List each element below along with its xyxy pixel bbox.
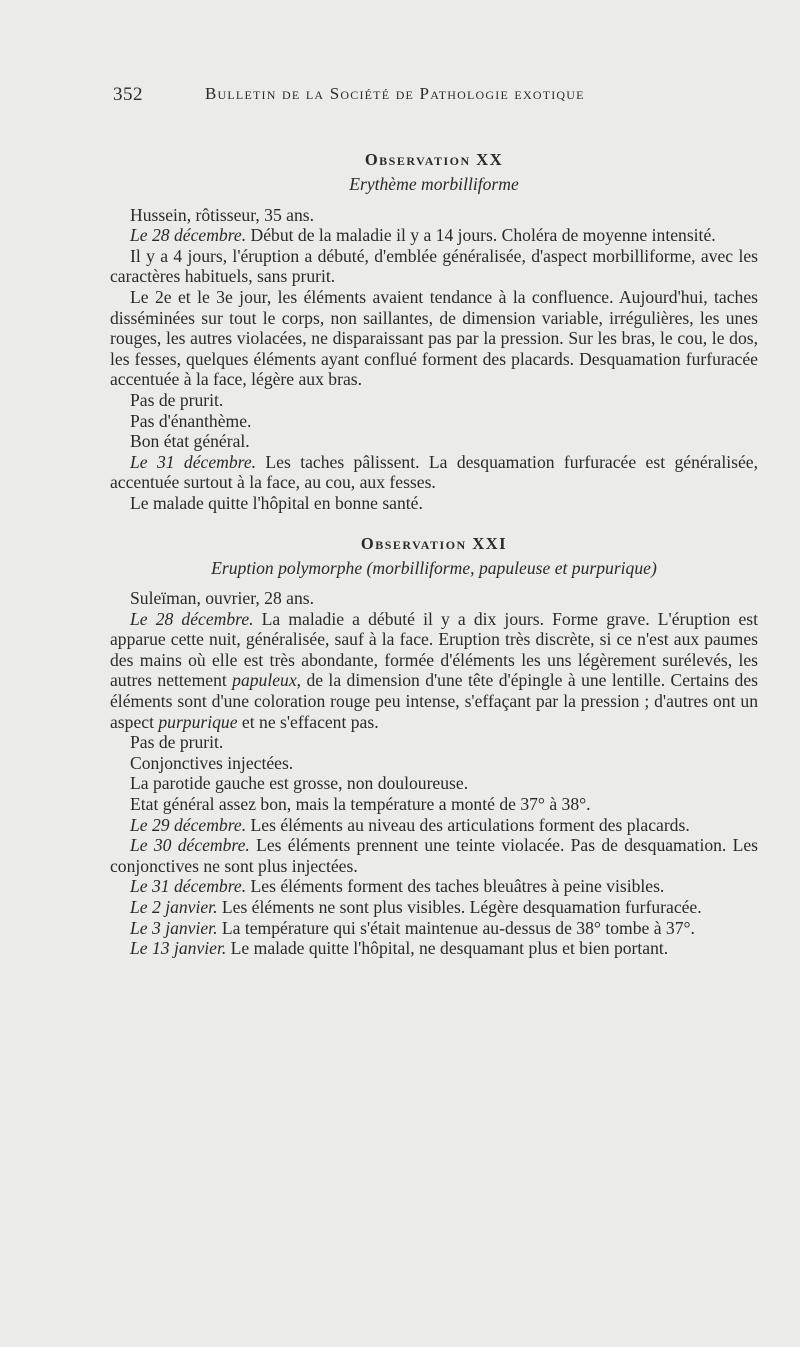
paragraph-text: Les éléments prennent une teinte violacée. Pas de desquamation. Les conjonctives ne sont plus injectées. xyxy=(110,835,758,876)
italic-term: purpurique xyxy=(158,711,238,732)
paragraph-text: et ne s'effacent pas. xyxy=(237,711,379,732)
subtitle-main: Eruption polymorphe xyxy=(211,557,363,578)
paragraph xyxy=(110,918,758,939)
date-label: Le 30 décembre. xyxy=(130,835,250,856)
date-label: Le 31 décembre. xyxy=(130,876,247,897)
observation-subtitle: Erythème morbilliforme xyxy=(349,174,519,194)
observation-title: Observation XX xyxy=(364,150,504,169)
running-title: Bulletin de la Société de Pathologie exotique xyxy=(205,84,585,103)
page-content xyxy=(110,150,758,959)
paragraph: Suleïman, ouvrier, 28 ans. xyxy=(130,588,314,609)
paragraph: Hussein, rôtisseur, 35 ans. xyxy=(130,204,315,225)
paragraph-text: Les éléments au niveau des articulations forment des placards. xyxy=(246,814,690,835)
page-number: 352 xyxy=(113,84,143,105)
paragraph: La parotide gauche est grosse, non douloureuse. xyxy=(130,773,469,794)
paragraph-text: Le malade quitte l'hôpital, ne desquamant plus et bien portant. xyxy=(226,938,669,959)
paragraph: Le malade quitte l'hôpital en bonne santé. xyxy=(130,492,423,513)
paragraph: Etat général assez bon, mais la température a monté de 37° à 38°. xyxy=(130,794,591,815)
observation-xxi xyxy=(110,534,758,959)
page-header xyxy=(113,84,673,112)
paragraph-text: La maladie a débuté il y a dix jours. Forme grave. L'éruption est apparue cette nuit, généralisée, sauf à la face. Eruption très discrète, si ce n'est aux paumes des mains où elle est très abondante, formée d'éléments les uns légèrement surélevés, les autres nettement xyxy=(110,608,758,691)
paragraph xyxy=(110,225,758,246)
observation-xx xyxy=(110,150,758,514)
date-label: Le 13 janvier. xyxy=(130,938,227,959)
paragraph xyxy=(110,835,758,876)
observation-title: Observation XXI xyxy=(360,533,508,553)
paragraph-text: La température qui s'était maintenue au-dessus de 38° tombe à 37°. xyxy=(217,917,695,938)
paragraph xyxy=(110,452,758,493)
paragraph: Pas de prurit. xyxy=(130,389,224,410)
paragraph xyxy=(110,897,758,918)
date-label: Le 3 janvier. xyxy=(130,917,218,938)
date-label: Le 29 décembre. xyxy=(130,814,247,835)
paragraph xyxy=(110,938,758,959)
paragraph xyxy=(110,876,758,897)
subtitle-detail: (morbilliforme, papuleuse et purpurique) xyxy=(362,557,657,578)
paragraph: Pas d'énanthème. xyxy=(130,410,252,431)
paragraph: Conjonctives injectées. xyxy=(130,752,294,773)
paragraph-text: Les taches pâlissent. La desquamation furfuracée est généralisée, accentuée surtout à la face, au cou, aux fesses. xyxy=(110,451,758,493)
paragraph-text: Les éléments forment des taches bleuâtres à peine visibles. xyxy=(246,876,665,897)
paragraph: Il y a 4 jours, l'éruption a débuté, d'emblée généralisée, d'aspect morbilliforme, avec les caractères habituels, sans prurit. xyxy=(110,245,758,287)
paragraph-text: Début de la maladie il y a 14 jours. Choléra de moyenne intensité. xyxy=(246,225,716,246)
paragraph: Pas de prurit. xyxy=(130,732,224,753)
paragraph: Bon état général. xyxy=(130,431,250,452)
observation-subtitle xyxy=(110,558,758,579)
date-label: Le 28 décembre. xyxy=(130,225,247,246)
date-label: Le 2 janvier. xyxy=(130,897,218,917)
paragraph xyxy=(110,609,758,733)
paragraph xyxy=(110,815,758,836)
paragraph: Le 2e et le 3e jour, les éléments avaient tendance à la confluence. Aujourd'hui, taches disséminées sur tout le corps, non saillantes, de dimension variable, irrégulières, les unes rouges, les autres violacées, ne disparaissant pas par la pression. Sur les bras, le cou, le dos, les fesses, quelques éléments ayant conflué forment des placards. Desquamation furfuracée accentuée à la face, légère aux bras. xyxy=(110,286,758,390)
date-label: Le 28 décembre. xyxy=(130,608,254,629)
paragraph-text: , de la dimension d'une tête d'épingle à une lentille. Certains des éléments sont d'une coloration rouge peu intense, s'effaçant par la pression ; d'autres ont un aspect xyxy=(110,670,758,732)
italic-term: papuleux xyxy=(232,670,297,691)
date-label: Le 31 décembre. xyxy=(130,451,257,472)
paragraph-text: Les éléments ne sont plus visibles. Légère desquamation furfuracée. xyxy=(217,897,702,917)
